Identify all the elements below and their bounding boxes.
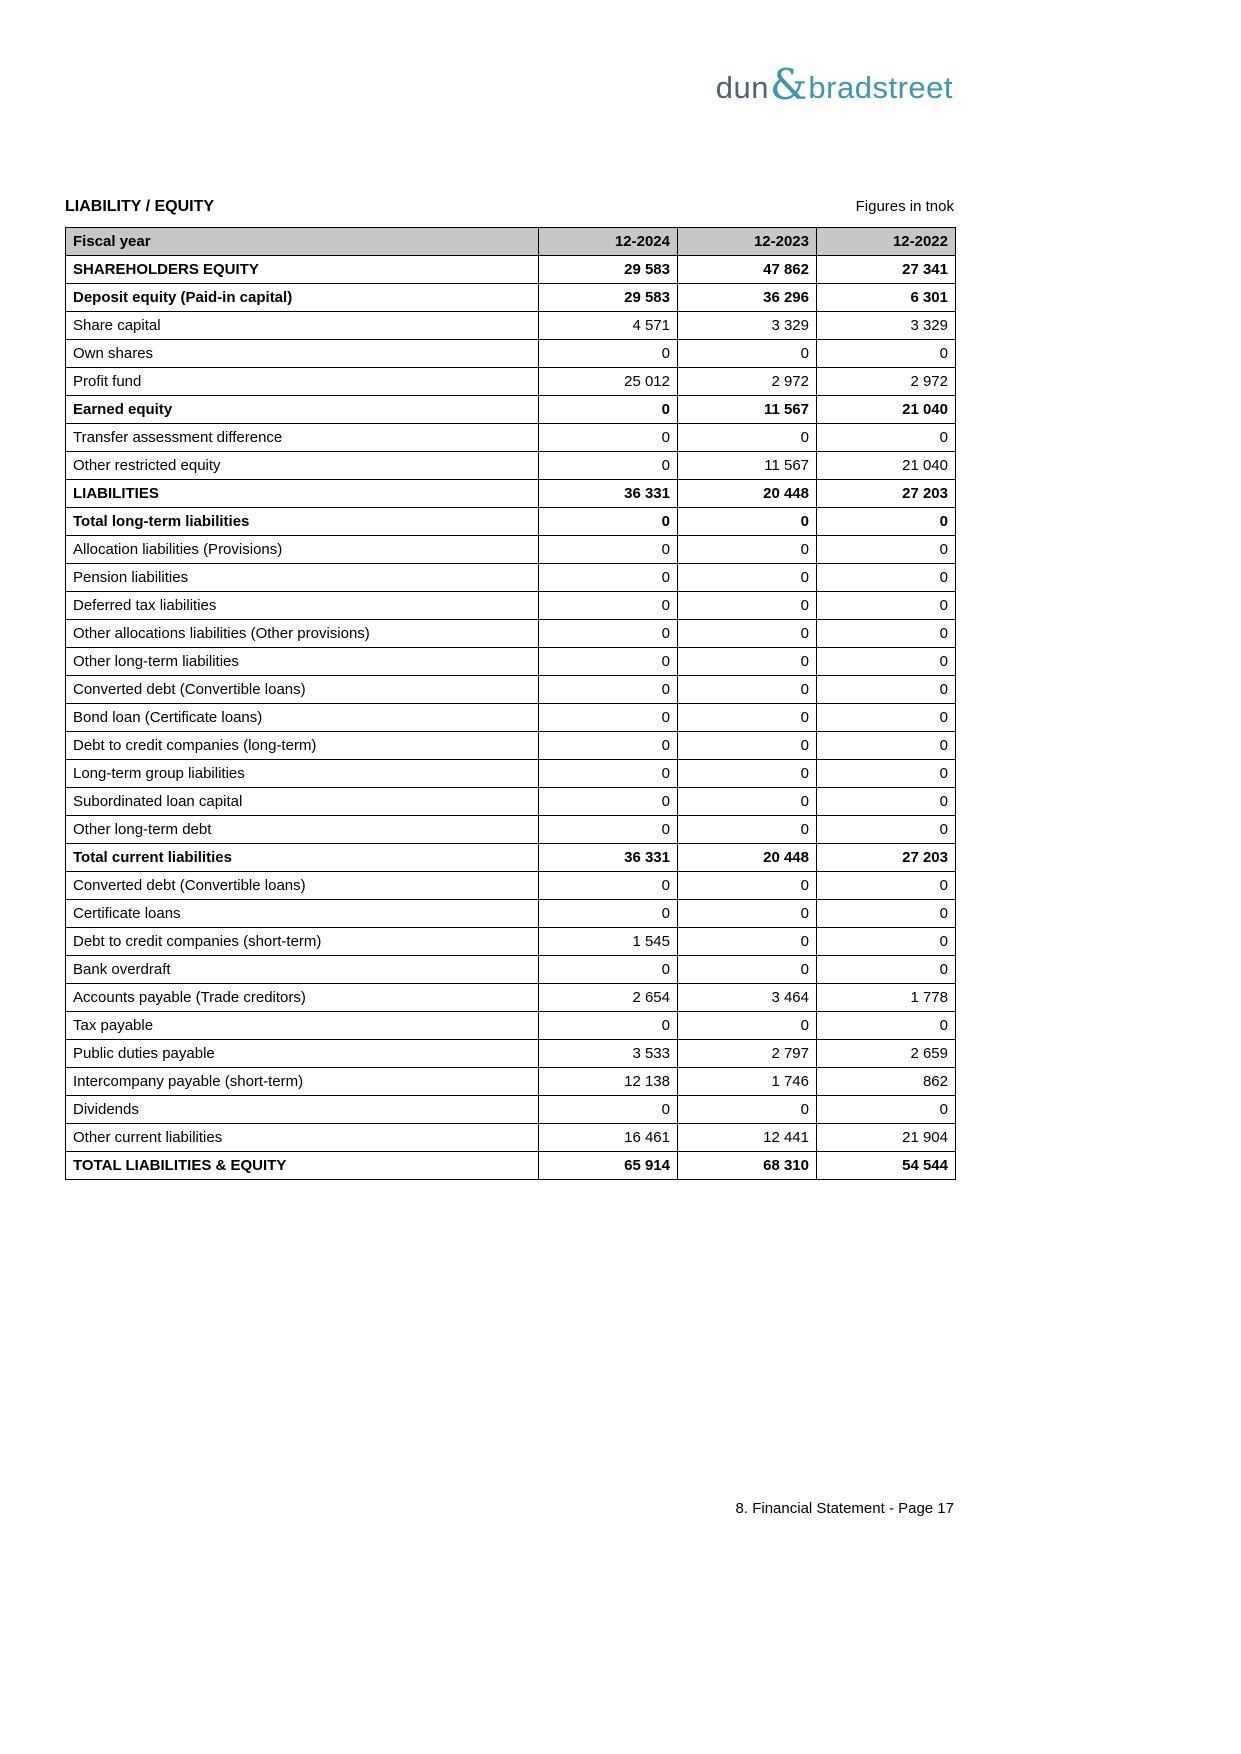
logo-text-dun: dun: [715, 69, 770, 105]
row-value: 0: [817, 564, 956, 592]
row-value: 29 583: [539, 284, 678, 312]
row-value: 25 012: [539, 368, 678, 396]
row-value: 0: [817, 648, 956, 676]
ampersand-icon: &: [770, 60, 808, 109]
column-header-fiscal-year: Fiscal year: [66, 228, 539, 256]
row-value: 21 904: [817, 1124, 956, 1152]
table-row: [66, 872, 956, 900]
table-row: [66, 816, 956, 844]
row-value: 0: [817, 340, 956, 368]
row-value: 21 040: [817, 452, 956, 480]
row-value: 3 464: [678, 984, 817, 1012]
row-label: Other current liabilities: [66, 1124, 539, 1152]
logo-text-bradstreet: bradstreet: [808, 69, 953, 105]
row-value: 0: [539, 872, 678, 900]
row-value: 0: [539, 1096, 678, 1124]
row-value: 0: [817, 508, 956, 536]
figures-unit-note: Figures in tnok: [855, 198, 954, 215]
table-row: [66, 1152, 956, 1180]
row-value: 1 746: [678, 1068, 817, 1096]
row-value: 0: [678, 340, 817, 368]
row-value: 3 329: [817, 312, 956, 340]
row-value: 54 544: [817, 1152, 956, 1180]
row-label: Own shares: [66, 340, 539, 368]
table-row: [66, 1068, 956, 1096]
row-label: Long-term group liabilities: [66, 760, 539, 788]
row-value: 20 448: [678, 844, 817, 872]
row-label: SHAREHOLDERS EQUITY: [66, 256, 539, 284]
row-label: Accounts payable (Trade creditors): [66, 984, 539, 1012]
row-value: 11 567: [678, 452, 817, 480]
row-value: 36 296: [678, 284, 817, 312]
row-value: 27 341: [817, 256, 956, 284]
row-value: 0: [678, 564, 817, 592]
row-value: 0: [817, 620, 956, 648]
row-value: 0: [678, 788, 817, 816]
row-value: 0: [817, 900, 956, 928]
row-label: Deposit equity (Paid-in capital): [66, 284, 539, 312]
row-label: Subordinated loan capital: [66, 788, 539, 816]
row-value: 0: [817, 956, 956, 984]
table-row: [66, 340, 956, 368]
row-value: 0: [539, 424, 678, 452]
page-title: LIABILITY / EQUITY: [65, 198, 215, 215]
column-header-2024: 12-2024: [539, 228, 678, 256]
row-value: 0: [539, 564, 678, 592]
row-label: LIABILITIES: [66, 480, 539, 508]
row-label: Other allocations liabilities (Other provisions): [66, 620, 539, 648]
row-label: Other long-term debt: [66, 816, 539, 844]
row-label: Total long-term liabilities: [66, 508, 539, 536]
row-label: Debt to credit companies (short-term): [66, 928, 539, 956]
dun-bradstreet-logo: [715, 60, 953, 110]
row-value: 0: [678, 928, 817, 956]
row-value: 2 972: [678, 368, 817, 396]
table-row: [66, 928, 956, 956]
row-value: 1 778: [817, 984, 956, 1012]
row-label: Tax payable: [66, 1012, 539, 1040]
row-value: 0: [817, 872, 956, 900]
table-row: [66, 312, 956, 340]
row-value: 862: [817, 1068, 956, 1096]
row-value: 0: [817, 676, 956, 704]
row-value: 0: [678, 1096, 817, 1124]
row-value: 0: [817, 536, 956, 564]
table-header-row: [66, 228, 956, 256]
row-value: 0: [539, 536, 678, 564]
row-value: 0: [678, 816, 817, 844]
row-label: Deferred tax liabilities: [66, 592, 539, 620]
row-value: 0: [678, 536, 817, 564]
row-value: 2 972: [817, 368, 956, 396]
row-value: 0: [539, 340, 678, 368]
table-row: [66, 1096, 956, 1124]
row-value: 0: [539, 788, 678, 816]
row-value: 0: [539, 900, 678, 928]
row-label: Bond loan (Certificate loans): [66, 704, 539, 732]
row-label: Converted debt (Convertible loans): [66, 872, 539, 900]
row-value: 0: [678, 956, 817, 984]
row-label: Debt to credit companies (long-term): [66, 732, 539, 760]
row-value: 0: [678, 704, 817, 732]
row-value: 0: [539, 732, 678, 760]
table-row: [66, 1012, 956, 1040]
table-row: [66, 844, 956, 872]
title-row: [65, 198, 954, 216]
row-value: 0: [678, 620, 817, 648]
row-label: Certificate loans: [66, 900, 539, 928]
row-value: 0: [678, 676, 817, 704]
table-row: [66, 508, 956, 536]
row-label: Public duties payable: [66, 1040, 539, 1068]
liability-equity-table: [65, 227, 956, 1180]
table-row: [66, 284, 956, 312]
row-value: 3 329: [678, 312, 817, 340]
row-value: 65 914: [539, 1152, 678, 1180]
row-value: 11 567: [678, 396, 817, 424]
row-value: 0: [678, 508, 817, 536]
row-value: 0: [817, 760, 956, 788]
table-row: [66, 760, 956, 788]
row-value: 12 138: [539, 1068, 678, 1096]
row-value: 29 583: [539, 256, 678, 284]
row-value: 6 301: [817, 284, 956, 312]
row-value: 0: [678, 1012, 817, 1040]
table-row: [66, 480, 956, 508]
row-value: 27 203: [817, 844, 956, 872]
row-value: 0: [817, 1012, 956, 1040]
row-label: Allocation liabilities (Provisions): [66, 536, 539, 564]
row-value: 0: [817, 788, 956, 816]
table-row: [66, 732, 956, 760]
table-row: [66, 704, 956, 732]
row-value: 0: [539, 760, 678, 788]
row-value: 0: [539, 648, 678, 676]
row-value: 4 571: [539, 312, 678, 340]
row-value: 2 654: [539, 984, 678, 1012]
row-label: TOTAL LIABILITIES & EQUITY: [66, 1152, 539, 1180]
row-value: 0: [539, 704, 678, 732]
row-value: 16 461: [539, 1124, 678, 1152]
row-value: 0: [678, 648, 817, 676]
table-row: [66, 900, 956, 928]
row-value: 0: [817, 424, 956, 452]
column-header-2023: 12-2023: [678, 228, 817, 256]
row-value: 0: [539, 1012, 678, 1040]
table-header: [66, 228, 956, 256]
row-value: 12 441: [678, 1124, 817, 1152]
row-label: Bank overdraft: [66, 956, 539, 984]
row-value: 36 331: [539, 844, 678, 872]
table-row: [66, 620, 956, 648]
row-value: 0: [678, 592, 817, 620]
row-value: 0: [678, 760, 817, 788]
row-label: Dividends: [66, 1096, 539, 1124]
row-value: 0: [817, 704, 956, 732]
table-row: [66, 984, 956, 1012]
table-row: [66, 536, 956, 564]
table-row: [66, 256, 956, 284]
table-row: [66, 788, 956, 816]
row-label: Share capital: [66, 312, 539, 340]
row-value: 0: [539, 452, 678, 480]
row-value: 0: [678, 732, 817, 760]
row-label: Profit fund: [66, 368, 539, 396]
row-value: 2 797: [678, 1040, 817, 1068]
table-row: [66, 424, 956, 452]
row-label: Transfer assessment difference: [66, 424, 539, 452]
table-row: [66, 452, 956, 480]
row-value: 3 533: [539, 1040, 678, 1068]
table-row: [66, 1124, 956, 1152]
table-row: [66, 956, 956, 984]
row-value: 0: [817, 1096, 956, 1124]
row-value: 0: [539, 592, 678, 620]
row-label: Other restricted equity: [66, 452, 539, 480]
row-value: 47 862: [678, 256, 817, 284]
page-footer: 8. Financial Statement - Page 17: [735, 1500, 954, 1517]
row-label: Pension liabilities: [66, 564, 539, 592]
table-row: [66, 564, 956, 592]
row-value: 0: [539, 676, 678, 704]
row-value: 21 040: [817, 396, 956, 424]
row-label: Intercompany payable (short-term): [66, 1068, 539, 1096]
row-label: Earned equity: [66, 396, 539, 424]
row-value: 2 659: [817, 1040, 956, 1068]
row-value: 68 310: [678, 1152, 817, 1180]
row-value: 0: [539, 956, 678, 984]
table-row: [66, 396, 956, 424]
row-value: 0: [678, 872, 817, 900]
row-value: 0: [817, 816, 956, 844]
row-value: 0: [539, 396, 678, 424]
row-label: Total current liabilities: [66, 844, 539, 872]
balance-table-body: [66, 256, 956, 1180]
table-row: [66, 648, 956, 676]
row-value: 36 331: [539, 480, 678, 508]
row-value: 0: [539, 816, 678, 844]
row-value: 0: [678, 424, 817, 452]
table-row: [66, 1040, 956, 1068]
row-value: 1 545: [539, 928, 678, 956]
row-label: Other long-term liabilities: [66, 648, 539, 676]
table-row: [66, 676, 956, 704]
row-value: 27 203: [817, 480, 956, 508]
column-header-2022: 12-2022: [817, 228, 956, 256]
row-value: 0: [539, 620, 678, 648]
table-row: [66, 592, 956, 620]
row-value: 0: [539, 508, 678, 536]
row-value: 0: [678, 900, 817, 928]
row-value: 0: [817, 732, 956, 760]
row-value: 0: [817, 928, 956, 956]
row-label: Converted debt (Convertible loans): [66, 676, 539, 704]
table-row: [66, 368, 956, 396]
row-value: 0: [817, 592, 956, 620]
row-value: 20 448: [678, 480, 817, 508]
